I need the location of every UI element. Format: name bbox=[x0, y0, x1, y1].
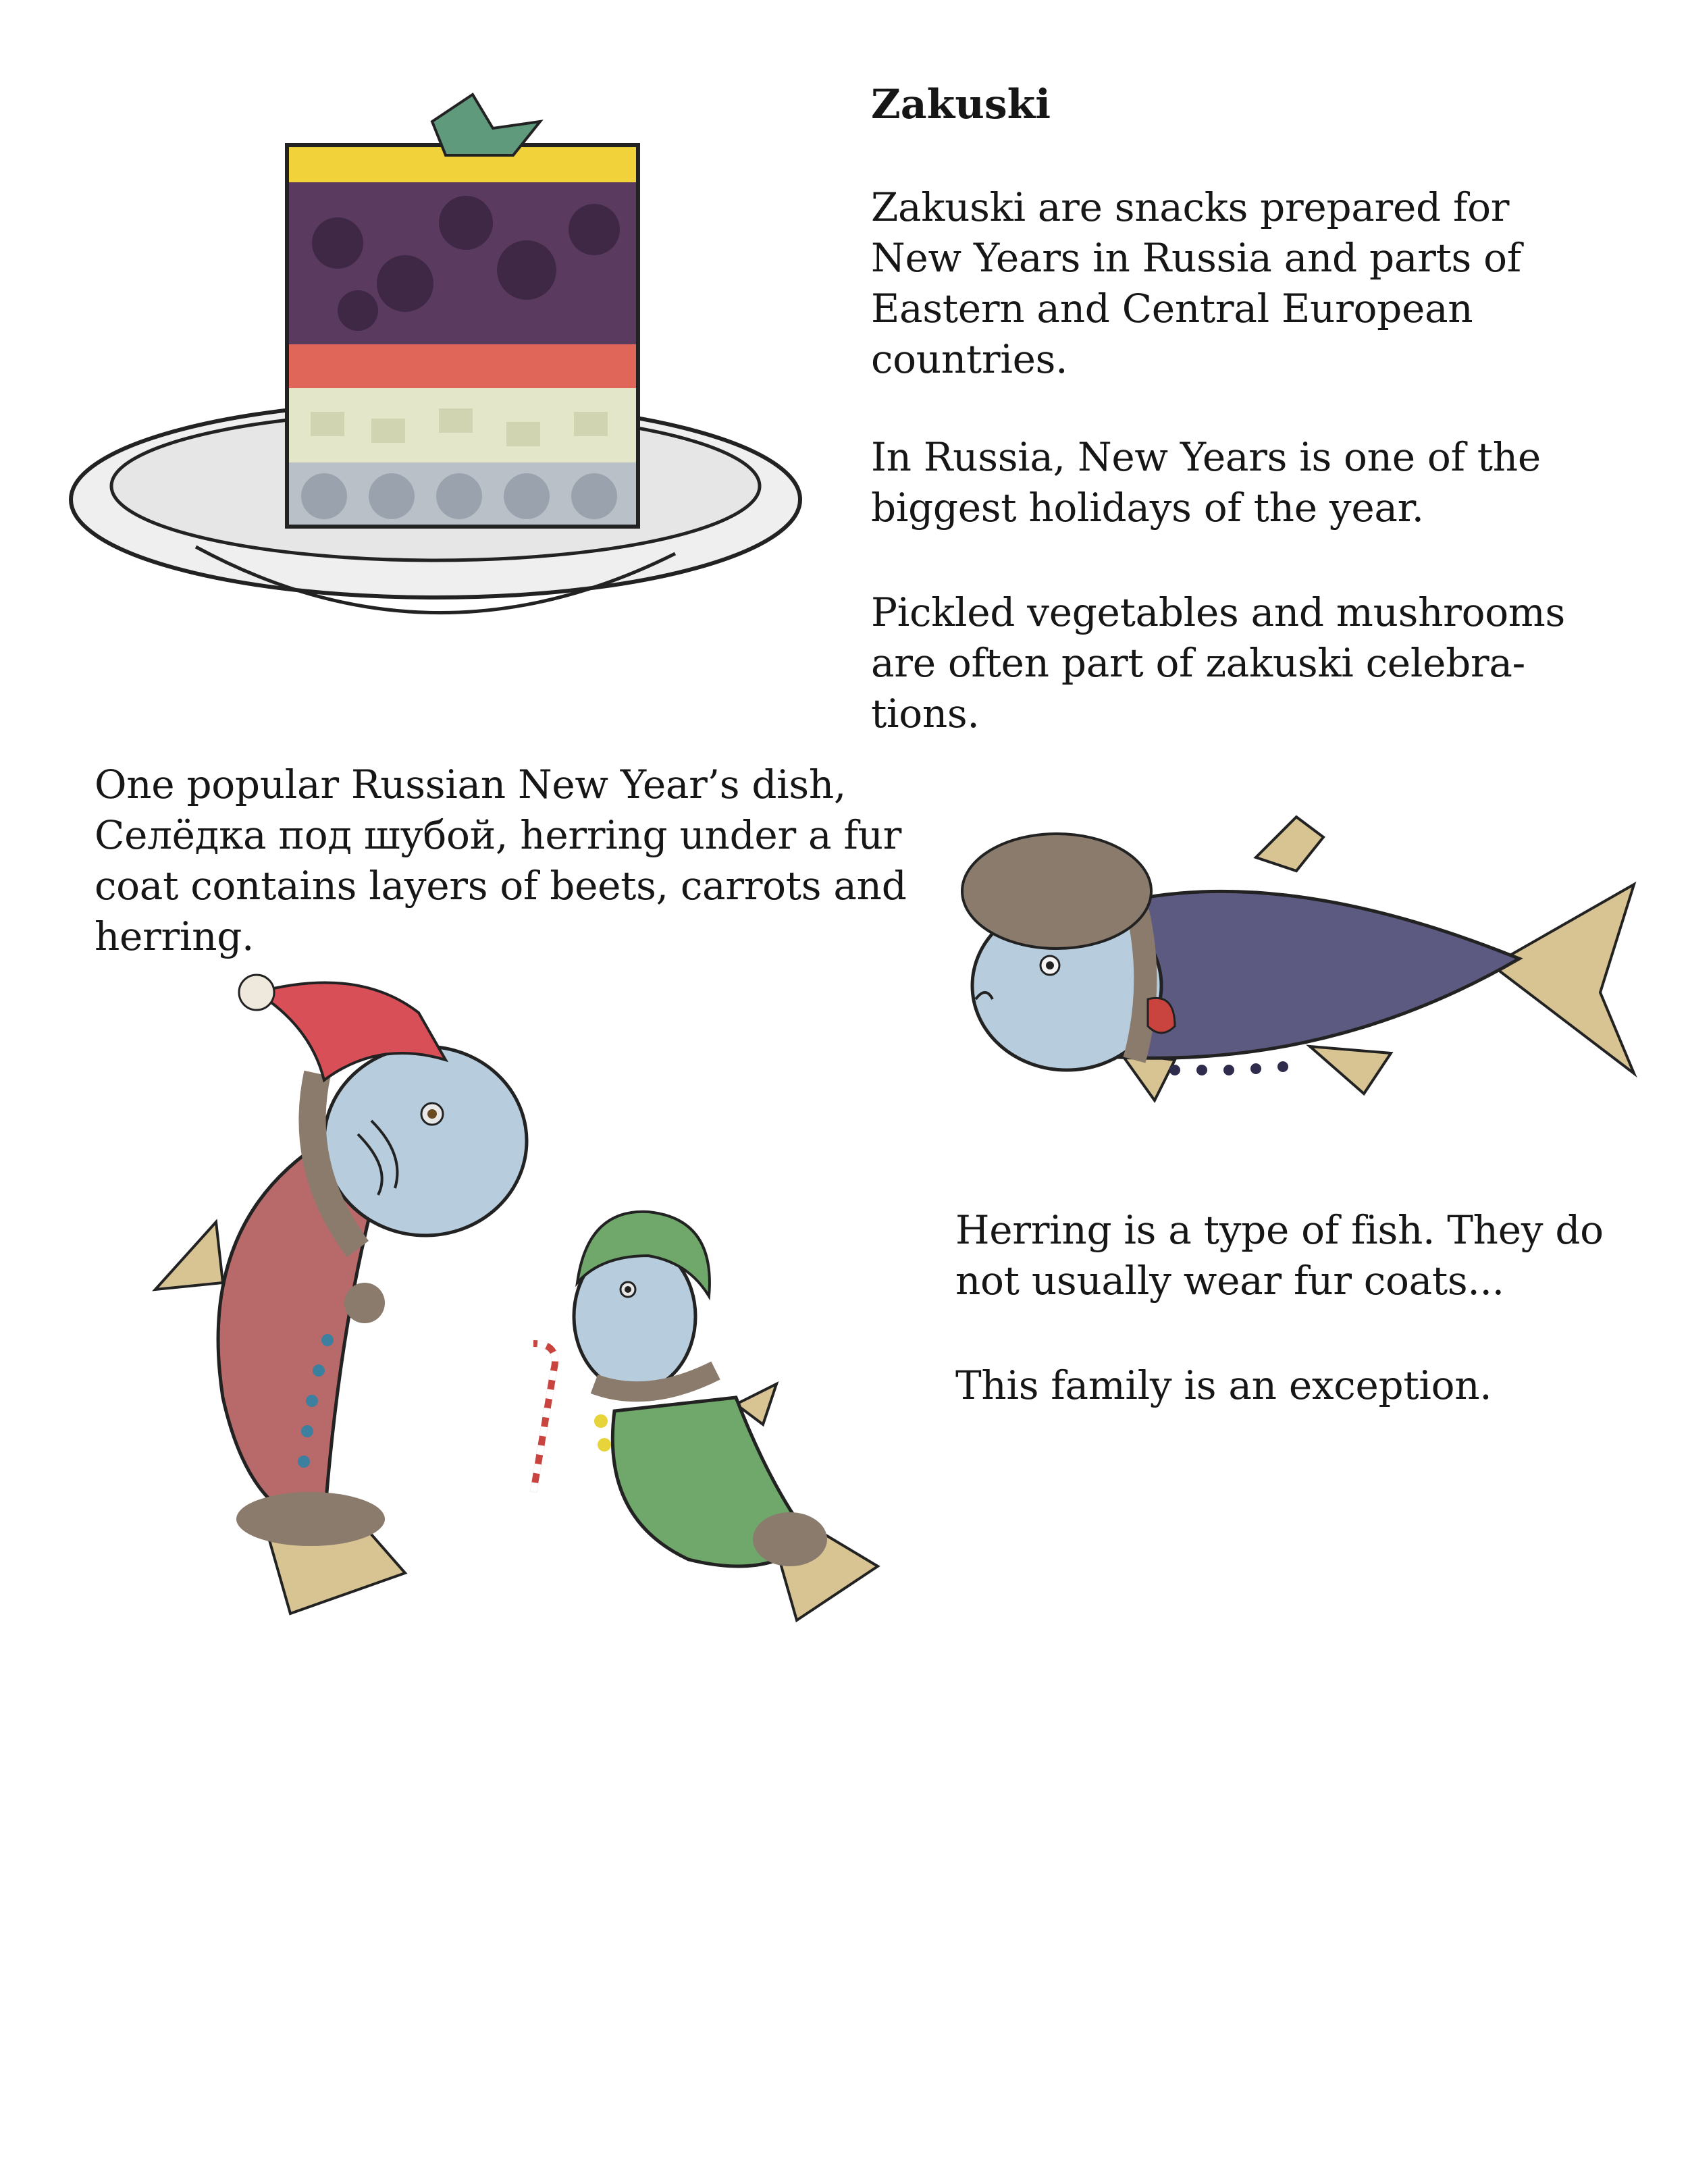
herring-salad-illustration bbox=[54, 81, 824, 675]
dish-paragraph: One popular Russian New Year’s dish, Селёдка под шубой, herring under a fur coat contains layers of beets, carrots and herring. bbox=[95, 762, 907, 959]
red-herring-illustration bbox=[135, 965, 554, 1634]
herring-paragraph-1: Herring is a type of fish. They do not usually wear fur coats... bbox=[955, 1207, 1604, 1304]
intro-paragraph-3: Pickled vegetables and mushrooms are often part of zakuski celebra- tions. bbox=[871, 589, 1565, 737]
page-title: Zakuski bbox=[871, 81, 1051, 128]
green-herring-illustration bbox=[513, 1202, 891, 1634]
herring-paragraph-2: This family is an exception. bbox=[955, 1362, 1492, 1408]
intro-paragraph-1: Zakuski are snacks prepared for New Years in Russia and parts of Eastern and Central European countries. bbox=[871, 184, 1521, 382]
intro-paragraph-2: In Russia, New Years is one of the biggest holidays of the year. bbox=[871, 434, 1541, 531]
purple-herring-illustration bbox=[932, 797, 1661, 1148]
